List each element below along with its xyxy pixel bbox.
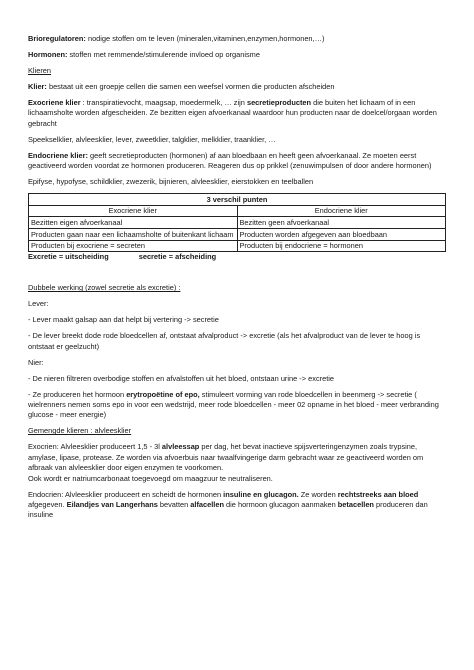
table-title: 3 verschil punten — [29, 194, 446, 206]
table-header-row — [29, 205, 446, 217]
term-hormonen: Hormonen: — [28, 50, 68, 59]
paragraph-text: stimuleert vorming van rode bloedcellen in beenmerg -> secretie ( wielrenners nemen soms epo in voor een wedstrijd, meer rode bloedcellen - meer 02 opname in het bloed - meer verbranding glucose - meer energie) — [28, 389, 439, 420]
table-header-exocriene: Exocriene klier — [29, 205, 238, 217]
paragraph-exocriene-examples: Speekselklier, alvleesklier, lever, zweetklier, talgklier, melkklier, traanklier, … — [28, 134, 276, 144]
definition-text: nodige stoffen om te leven (mineralen,vitaminen,enzymen,hormonen,…) — [85, 34, 325, 43]
table-row — [29, 229, 446, 241]
excretie-secretie-line — [28, 252, 448, 262]
paragraph-text: Endocrien: Alvleesklier produceert en scheidt de hormonen — [28, 489, 224, 499]
nier-point-1: - De nieren filtreren overbodige stoffen en afvalstoffen uit het bloed, ontstaan urine -> excretie — [28, 373, 335, 383]
term-betacellen: betacellen — [337, 500, 374, 510]
definition-text: stoffen met remmende/stimulerende invloed op organisme — [67, 50, 260, 59]
paragraph-text: : transpiratievocht, maagsap, moedermelk, … zijn — [80, 98, 247, 107]
paragraph-text: bevatten — [157, 500, 191, 510]
term-rechtstreeks-aan-bloed: rechtstreeks aan bloed — [337, 489, 419, 499]
paragraph-text: die buiten het lichaam of in een lichaamsholte worden afgescheiden. Ze bezitten eigen afvoerkanaal waardoor hun producten naar de doelcel/orgaan worden gebracht — [28, 98, 437, 128]
term-klier: Klier: — [28, 82, 47, 91]
paragraph-endocriene — [28, 151, 448, 172]
paragraph-endocriene-examples: Epifyse, hypofyse, schildklier, zwezerik, bijnieren, alvleesklier, eierstokken en teelballen — [28, 177, 314, 187]
comparison-table — [28, 193, 446, 252]
document-page — [28, 34, 448, 526]
table-row — [29, 240, 446, 252]
table-cell: Bezitten eigen afvoerkanaal — [29, 217, 238, 229]
paragraph-text: produceren dan insuline — [28, 500, 428, 520]
table-row — [29, 217, 446, 229]
paragraph-text: die hormoon glucagon aanmaken — [223, 500, 338, 510]
table-cell: Producten bij exocriene = secreten — [29, 240, 238, 252]
paragraph-text: - Ze produceren het hormoon — [28, 389, 127, 399]
paragraph-klier — [28, 82, 448, 92]
paragraph-text: Ook wordt er natriumcarbonaat toegevoegd om maagzuur te neutraliseren. — [28, 473, 273, 483]
paragraph-text: per dag, het bevat inactieve spijsverteringenzymen zoals trypsine, amylase, lipase, protease. Ze worden via afvoerbuis naar twaalfvingerige darm gebracht waar ze geactiveerd worden om afbraak van alvleesklier door eigen enzymen te voorkomen. — [28, 442, 424, 473]
nier-point-2 — [28, 390, 448, 421]
paragraph-brioregulatoren — [28, 34, 448, 44]
table-cell: Producten worden afgegeven aan bloedbaan — [237, 229, 446, 241]
term-eilandjes-van-langerhans: Eilandjes van Langerhans — [66, 500, 158, 510]
term-alfacellen: alfacellen — [190, 500, 224, 510]
paragraph-text: geeft secretieproducten (hormonen) af aan bloedbaan en heeft geen afvoerkanaal. Ze moeten eerst geactiveerd worden voordat ze hormonen produceren. Reageren dus op prikkel (zenuwimpulsen of door andere hormonen) — [28, 150, 432, 171]
paragraph-exocriene — [28, 98, 448, 129]
lever-point-2: - De lever breekt dode rode bloedcellen af, ontstaat afvalproduct -> excretie (als het afvalproduct van de lever te hoog is ontstaat er geelzucht) — [28, 331, 421, 351]
term-exocriene-klier: Exocriene klier — [28, 98, 81, 107]
table-header-endocriene: Endocriene klier — [237, 205, 446, 217]
paragraph-text: Exocrien: Alvleesklier produceert 1,5 - 3l — [28, 442, 162, 452]
paragraph-endocrien — [28, 490, 448, 521]
heading-dubbele-werking: Dubbele werking (zowel secretie als excretie) : — [28, 283, 181, 293]
table-title-row — [29, 194, 446, 206]
heading-gemengde-klieren: Gemengde klieren : alvleesklier — [28, 426, 132, 436]
excretie-definition: Excretie = uitscheiding — [28, 252, 109, 262]
label-lever: Lever: — [28, 299, 49, 309]
heading-klieren: Klieren — [28, 66, 52, 75]
term-secretieproducten: secretieproducten — [246, 98, 312, 107]
paragraph-text: Ze worden — [298, 489, 338, 499]
table-cell: Bezitten geen afvoerkanaal — [237, 217, 446, 229]
term-endocriene-klier: Endocriene klier: — [28, 150, 88, 160]
label-nier: Nier: — [28, 357, 44, 367]
definition-text: bestaat uit een groepje cellen die samen een weefsel vormen die producten afscheiden — [46, 82, 335, 91]
term-brioregulatoren: Brioregulatoren: — [28, 34, 86, 43]
table-cell: Producten gaan naar een lichaamsholte of buitenkant lichaam — [29, 229, 238, 241]
term-alvleessap: alvleessap — [161, 442, 200, 452]
paragraph-text: afgegeven. — [28, 500, 67, 510]
term-epo: erytropoëtine of epo, — [126, 389, 200, 399]
secretie-definition: secretie = afscheiding — [138, 252, 217, 262]
term-insuline-glucagon: insuline en glucagon. — [223, 489, 299, 499]
paragraph-exocrien — [28, 442, 448, 484]
paragraph-hormonen — [28, 50, 448, 60]
lever-point-1: - Lever maakt galsap aan dat helpt bij vertering -> secretie — [28, 315, 219, 325]
table-cell: Producten bij endocriene = hormonen — [237, 240, 446, 252]
